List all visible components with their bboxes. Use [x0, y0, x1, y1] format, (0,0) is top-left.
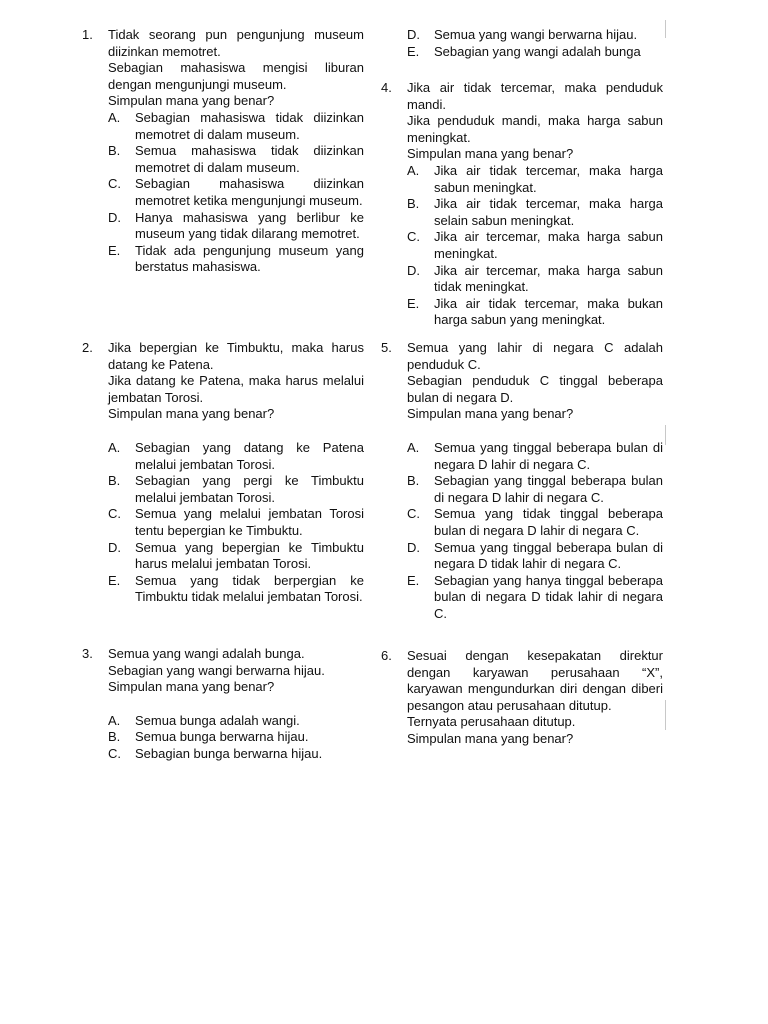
answer-options	[82, 440, 364, 606]
stem-line: Jika datang ke Patena, maka harus melalui jembatan Torosi.	[108, 373, 364, 405]
option-text: Sebagian mahasiswa tidak diizinkan memotret di dalam museum.	[135, 109, 364, 142]
option-c	[407, 229, 663, 262]
option-a	[108, 440, 364, 473]
option-letter: E.	[108, 572, 121, 588]
question-6	[381, 648, 663, 748]
question-stem	[381, 340, 663, 423]
option-text: Sebagian yang wangi adalah bunga	[434, 43, 641, 59]
stem-line: Ternyata perusahaan ditutup.	[407, 714, 576, 730]
stem-line: Jika bepergian ke Timbuktu, maka harus datang ke Patena.	[108, 340, 364, 372]
option-letter: B.	[407, 196, 420, 212]
stem-question: Simpulan mana yang benar?	[407, 730, 574, 746]
option-a	[108, 110, 364, 143]
stem-question: Simpulan mana yang benar?	[108, 93, 275, 109]
question-4	[381, 80, 663, 329]
option-letter: B.	[108, 729, 121, 745]
stem-line: Jika penduduk mandi, maka harga sabun meningkat.	[407, 113, 663, 145]
question-1	[82, 27, 364, 276]
stem-line: Semua yang wangi adalah bunga.	[108, 646, 305, 661]
question-stem	[82, 340, 364, 423]
option-text: Semua mahasiswa tidak diizinkan memotret di dalam museum.	[135, 143, 364, 175]
option-text: Semua yang tinggal beberapa bulan di negara D lahir di negara C.	[434, 439, 663, 472]
option-e	[407, 296, 663, 329]
stem-question: Simpulan mana yang benar?	[407, 406, 574, 422]
option-text: Sebagian yang datang ke Patena melalui jembatan Torosi.	[135, 439, 364, 472]
option-a	[108, 713, 364, 730]
option-text: Sebagian bunga berwarna hijau.	[135, 745, 323, 761]
option-text: Sebagian mahasiswa diizinkan memotret ketika mengunjungi museum.	[135, 176, 364, 208]
option-letter: E.	[407, 295, 420, 311]
option-text: Hanya mahasiswa yang berlibur ke museum yang tidak dilarang memotret.	[135, 209, 364, 242]
option-letter: D.	[108, 539, 121, 555]
option-letter: B.	[108, 473, 121, 489]
stem-line: Tidak seorang pun pengunjung museum diizinkan memotret.	[108, 27, 364, 59]
option-d	[108, 210, 364, 243]
stem-question: Simpulan mana yang benar?	[108, 406, 275, 422]
option-d	[108, 540, 364, 573]
question-5	[381, 340, 663, 623]
option-a	[407, 163, 663, 196]
stem-question: Simpulan mana yang benar?	[108, 679, 275, 695]
option-text: Semua bunga adalah wangi.	[135, 712, 300, 728]
option-b	[407, 473, 663, 506]
option-text: Sebagian yang hanya tinggal beberapa bulan di negara D tidak lahir di negara C.	[434, 572, 663, 621]
option-letter: D.	[407, 262, 420, 278]
question-stem	[82, 646, 364, 696]
answer-options	[381, 163, 663, 329]
option-text: Semua yang tidak berpergian ke Timbuktu tidak melalui jembatan Torosi.	[135, 572, 364, 605]
option-d	[407, 27, 663, 44]
answer-options	[381, 440, 663, 623]
question-3-continued	[407, 27, 663, 60]
column-divider	[665, 20, 666, 38]
option-b	[108, 143, 364, 176]
option-letter: A.	[108, 439, 121, 455]
stem-line: Sesuai dengan kesepakatan direktur dengan karyawan perusahaan “X”, karyawan mengundurkan diri dengan diberi pesangon atau perusahaan ditutup.	[407, 648, 663, 713]
stem-line: Semua yang lahir di negara C adalah penduduk C.	[407, 340, 663, 372]
stem-line: Sebagian penduduk C tinggal beberapa bulan di negara D.	[407, 373, 663, 405]
option-e	[407, 573, 663, 623]
option-text: Semua yang wangi berwarna hijau.	[434, 27, 638, 42]
question-2	[82, 340, 364, 606]
option-text: Sebagian yang tinggal beberapa bulan di negara D lahir di negara C.	[434, 473, 663, 505]
option-text: Semua yang bepergian ke Timbuktu harus melalui jembatan Torosi.	[135, 539, 364, 572]
question-number: 6.	[381, 648, 392, 663]
option-text: Jika air tidak tercemar, maka harga selain sabun meningkat.	[434, 196, 663, 228]
option-text: Semua yang melalui jembatan Torosi tentu bepergian ke Timbuktu.	[135, 506, 364, 538]
stem-line: Jika air tidak tercemar, maka penduduk mandi.	[407, 80, 663, 112]
option-d	[407, 540, 663, 573]
option-letter: A.	[108, 712, 121, 728]
option-letter: D.	[108, 209, 121, 225]
answer-options	[82, 713, 364, 763]
option-letter: B.	[407, 473, 420, 489]
option-e	[108, 243, 364, 276]
option-c	[108, 746, 364, 763]
answer-options	[82, 110, 364, 276]
option-d	[407, 263, 663, 296]
option-a	[407, 440, 663, 473]
option-text: Semua yang tinggal beberapa bulan di negara D tidak lahir di negara C.	[434, 539, 663, 572]
option-letter: A.	[407, 439, 420, 455]
option-text: Jika air tidak tercemar, maka harga sabun meningkat.	[434, 162, 663, 195]
option-letter: C.	[108, 745, 121, 761]
option-letter: E.	[407, 572, 420, 588]
option-letter: E.	[108, 242, 121, 258]
column-divider	[665, 700, 666, 730]
option-c	[108, 506, 364, 539]
option-c	[407, 506, 663, 539]
question-number: 4.	[381, 80, 392, 95]
question-stem	[381, 648, 663, 748]
option-letter: D.	[407, 539, 420, 555]
option-text: Semua yang tidak tinggal beberapa bulan di negara D lahir di negara C.	[434, 506, 663, 538]
stem-line: Sebagian mahasiswa mengisi liburan dengan mengunjungi museum.	[108, 60, 364, 92]
option-letter: E.	[407, 43, 420, 59]
option-e	[108, 573, 364, 606]
stem-line: Sebagian yang wangi berwarna hijau.	[108, 662, 325, 678]
option-b	[108, 729, 364, 746]
option-letter: C.	[407, 506, 420, 522]
option-letter: C.	[407, 229, 420, 245]
question-number: 2.	[82, 340, 93, 355]
option-b	[407, 196, 663, 229]
option-text: Sebagian yang pergi ke Timbuktu melalui jembatan Torosi.	[135, 473, 364, 505]
option-text: Jika air tercemar, maka harga sabun meningkat.	[434, 229, 663, 261]
option-letter: C.	[108, 506, 121, 522]
option-letter: C.	[108, 176, 121, 192]
option-text: Jika air tidak tercemar, maka bukan harga sabun yang meningkat.	[434, 295, 663, 328]
question-number: 3.	[82, 646, 93, 661]
option-b	[108, 473, 364, 506]
option-letter: A.	[407, 162, 420, 178]
option-letter: B.	[108, 143, 121, 159]
option-e	[407, 44, 663, 61]
option-letter: A.	[108, 109, 121, 125]
option-letter: D.	[407, 27, 420, 42]
option-c	[108, 176, 364, 209]
question-number: 1.	[82, 27, 93, 42]
option-text: Semua bunga berwarna hijau.	[135, 729, 309, 745]
question-stem	[82, 27, 364, 110]
question-number: 5.	[381, 340, 392, 355]
column-divider	[665, 425, 666, 445]
question-stem	[381, 80, 663, 163]
option-text: Jika air tercemar, maka harga sabun tidak meningkat.	[434, 262, 663, 295]
stem-question: Simpulan mana yang benar?	[407, 146, 574, 162]
question-3	[82, 646, 364, 763]
option-text: Tidak ada pengunjung museum yang berstatus mahasiswa.	[135, 242, 364, 275]
